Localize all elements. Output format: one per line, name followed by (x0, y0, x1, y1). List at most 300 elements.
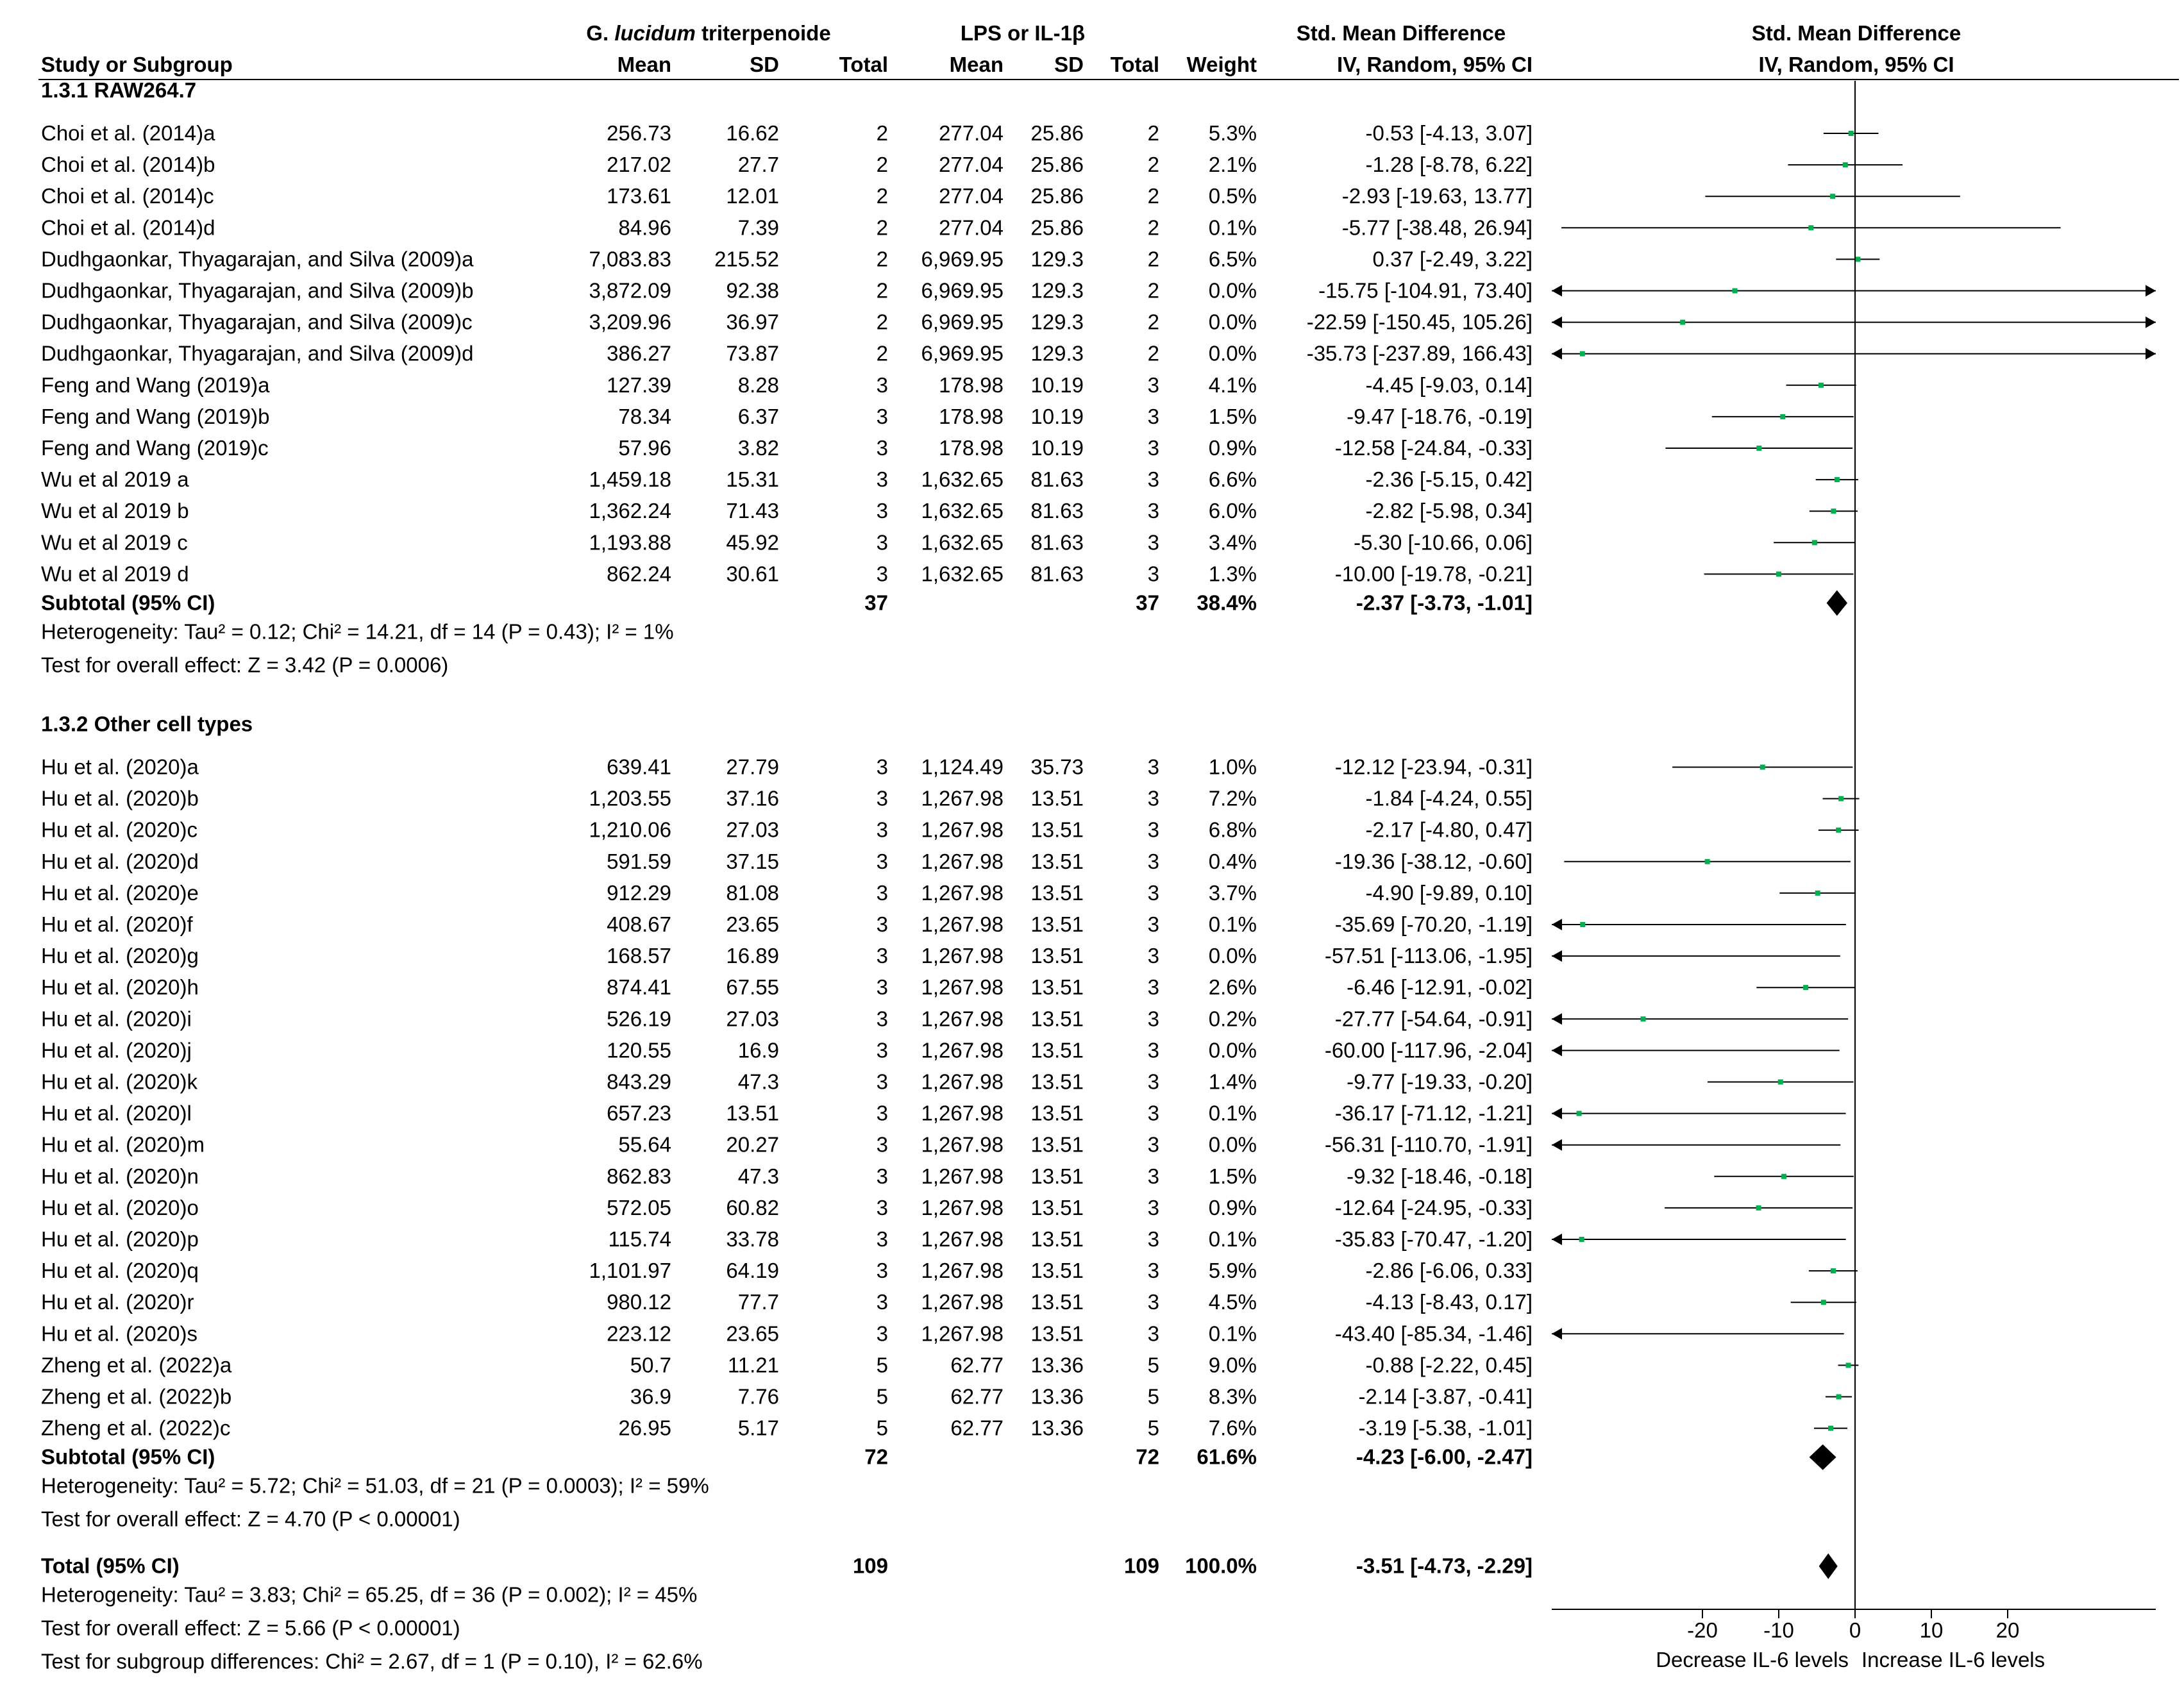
study-name: Wu et al 2019 c (41, 530, 188, 555)
x-tick-label: -20 (1687, 1618, 1718, 1642)
x-tick-label: 10 (1919, 1618, 1944, 1642)
cell-c-mean: 277.04 (939, 121, 1004, 145)
cell-e-sd: 71.43 (726, 499, 779, 523)
effect-point (1577, 1111, 1582, 1116)
cell-c-n: 3 (1147, 436, 1159, 460)
effect-point (1855, 256, 1860, 262)
cell-ci-text: -10.00 [-19.78, -0.21] (1334, 562, 1533, 586)
cell-ci-text: -36.17 [-71.12, -1.21] (1334, 1101, 1533, 1125)
cell-e-sd: 20.27 (726, 1132, 779, 1157)
effect-point (1733, 289, 1738, 294)
cell-e-sd: 8.28 (737, 373, 779, 397)
cell-c-sd: 13.51 (1030, 912, 1084, 936)
cell-c-n: 3 (1147, 880, 1159, 905)
cell-e-mean: 843.29 (607, 1069, 671, 1094)
cell-weight: 9.0% (1208, 1353, 1257, 1377)
cell-c-n: 3 (1147, 373, 1159, 397)
ci-arrow-right (2146, 348, 2156, 360)
cell-weight: 0.0% (1208, 1132, 1257, 1157)
cell-c-sd: 13.51 (1030, 880, 1084, 905)
cell-ci-text: -2.86 [-6.06, 0.33] (1365, 1259, 1533, 1283)
cell-c-mean: 1,267.98 (921, 786, 1004, 810)
header-smd-title: Std. Mean Difference (1296, 21, 1506, 45)
study-name: Hu et al. (2020)l (41, 1101, 192, 1125)
cell-c-n: 2 (1147, 247, 1159, 271)
cell-c-sd: 25.86 (1030, 121, 1084, 145)
cell-c-n: 3 (1147, 1290, 1159, 1314)
cell-e-n: 3 (876, 1069, 888, 1094)
effect-point (1579, 1237, 1584, 1242)
cell-e-mean: 55.64 (618, 1132, 671, 1157)
cell-e-mean: 84.96 (618, 215, 671, 240)
cell-c-mean: 6,969.95 (921, 310, 1004, 334)
cell-ci-text: -2.93 [-19.63, 13.77] (1341, 184, 1533, 208)
cell-ci-text: -35.83 [-70.47, -1.20] (1334, 1227, 1533, 1251)
cell-weight: 4.1% (1208, 373, 1257, 397)
cell-c-mean: 6,969.95 (921, 247, 1004, 271)
cell-c-mean: 62.77 (950, 1416, 1004, 1440)
effect-point (1756, 446, 1761, 451)
study-name: Hu et al. (2020)c (41, 817, 197, 842)
cell-e-n: 3 (876, 975, 888, 1000)
cell-weight: 0.1% (1208, 912, 1257, 936)
cell-c-sd: 13.36 (1030, 1416, 1084, 1440)
study-name: Hu et al. (2020)i (41, 1007, 192, 1031)
cell-e-sd: 5.17 (737, 1416, 779, 1440)
header-smd-method: IV, Random, 95% CI (1336, 53, 1533, 76)
cell-weight: 7.2% (1208, 786, 1257, 810)
effect-point (1836, 828, 1841, 833)
study-name: Hu et al. (2020)m (41, 1132, 205, 1157)
cell-c-mean: 1,267.98 (921, 880, 1004, 905)
cell-e-n: 2 (876, 184, 888, 208)
cell-c-mean: 1,267.98 (921, 1069, 1004, 1094)
cell-e-n: 3 (876, 373, 888, 397)
cell-ci-text: -3.19 [-5.38, -1.01] (1358, 1416, 1533, 1440)
cell-c-n: 3 (1147, 1259, 1159, 1283)
axis-label-left: Decrease IL-6 levels (1656, 1648, 1849, 1672)
cell-e-sd: 23.65 (726, 1321, 779, 1346)
cell-e-mean: 408.67 (607, 912, 671, 936)
effect-point (1838, 796, 1844, 801)
cell-ci-text: -27.77 [-54.64, -0.91] (1334, 1007, 1533, 1031)
cell-ci-text: -22.59 [-150.45, 105.26] (1306, 310, 1533, 334)
total-heterogeneity-text: Heterogeneity: Tau² = 3.83; Chi² = 65.25, df = 36 (P = 0.002); I² = 45% (41, 1582, 698, 1607)
total-weight: 100.0% (1185, 1554, 1257, 1578)
cell-c-mean: 1,267.98 (921, 1038, 1004, 1062)
cell-e-mean: 127.39 (607, 373, 671, 397)
cell-c-sd: 13.51 (1030, 1164, 1084, 1188)
x-tick-label: 0 (1849, 1618, 1861, 1642)
subtotal-label: Subtotal (95% CI) (41, 591, 215, 615)
cell-weight: 6.0% (1208, 499, 1257, 523)
effect-point (1821, 1300, 1826, 1305)
cell-c-mean: 1,267.98 (921, 1290, 1004, 1314)
cell-c-sd: 13.36 (1030, 1384, 1084, 1409)
table-row (41, 499, 1858, 523)
effect-point (1680, 320, 1685, 325)
cell-e-sd: 15.31 (726, 467, 779, 492)
header-ctrl-mean: Mean (949, 53, 1004, 76)
cell-weight: 0.1% (1208, 215, 1257, 240)
cell-weight: 6.8% (1208, 817, 1257, 842)
cell-e-sd: 7.39 (737, 215, 779, 240)
effect-point (1756, 1205, 1761, 1211)
table-row (41, 247, 1879, 271)
cell-weight: 4.5% (1208, 1290, 1257, 1314)
table-row (41, 1164, 1854, 1188)
cell-c-n: 2 (1147, 121, 1159, 145)
cell-c-sd: 13.51 (1030, 1290, 1084, 1314)
cell-c-mean: 1,632.65 (921, 467, 1004, 492)
cell-c-sd: 81.63 (1030, 562, 1084, 586)
cell-c-sd: 13.51 (1030, 786, 1084, 810)
cell-weight: 0.1% (1208, 1321, 1257, 1346)
study-name: Choi et al. (2014)a (41, 121, 215, 145)
study-name: Choi et al. (2014)c (41, 184, 214, 208)
subtotal-ci: -4.23 [-6.00, -2.47] (1356, 1445, 1533, 1469)
effect-point (1831, 508, 1836, 514)
cell-weight: 6.5% (1208, 247, 1257, 271)
cell-e-n: 3 (876, 912, 888, 936)
cell-e-n: 3 (876, 562, 888, 586)
cell-c-mean: 1,632.65 (921, 499, 1004, 523)
ci-arrow-right (2146, 285, 2156, 297)
table-row (41, 530, 1856, 554)
cell-e-mean: 657.23 (607, 1101, 671, 1125)
cell-e-sd: 77.7 (737, 1290, 779, 1314)
table-row (41, 184, 1960, 208)
cell-c-mean: 1,267.98 (921, 849, 1004, 873)
cell-c-sd: 81.63 (1030, 530, 1084, 555)
cell-e-mean: 386.27 (607, 341, 671, 365)
subtotal-ctrl-total: 72 (1136, 1445, 1159, 1469)
header-ctrl-sd: SD (1054, 53, 1084, 76)
cell-weight: 3.7% (1208, 880, 1257, 905)
cell-c-sd: 129.3 (1030, 341, 1084, 365)
cell-e-sd: 12.01 (726, 184, 779, 208)
cell-e-mean: 591.59 (607, 849, 671, 873)
cell-e-n: 3 (876, 817, 888, 842)
cell-e-mean: 526.19 (607, 1007, 671, 1031)
cell-ci-text: -5.77 [-38.48, 26.94] (1341, 215, 1533, 240)
cell-e-sd: 23.65 (726, 912, 779, 936)
cell-ci-text: -57.51 [-113.06, -1.95] (1324, 944, 1533, 968)
table-row (41, 1007, 1848, 1030)
cell-c-sd: 13.51 (1030, 1038, 1084, 1062)
cell-ci-text: -4.45 [-9.03, 0.14] (1365, 373, 1533, 397)
x-tick-label: 20 (1995, 1618, 2020, 1642)
table-row (41, 1133, 1840, 1157)
table-rows (41, 78, 2156, 1673)
overall-effect-text: Test for overall effect: Z = 3.42 (P = 0.0006) (41, 653, 449, 677)
cell-c-sd: 13.51 (1030, 1195, 1084, 1219)
cell-e-sd: 36.97 (726, 310, 779, 334)
cell-c-sd: 13.51 (1030, 1227, 1084, 1251)
cell-e-sd: 67.55 (726, 975, 779, 1000)
table-row (41, 755, 1852, 779)
study-name: Dudhgaonkar, Thyagarajan, and Silva (2009)c (41, 310, 473, 334)
cell-ci-text: -0.53 [-4.13, 3.07] (1365, 121, 1533, 145)
cell-c-sd: 129.3 (1030, 278, 1084, 303)
cell-c-sd: 13.51 (1030, 849, 1084, 873)
cell-c-mean: 1,267.98 (921, 1321, 1004, 1346)
study-name: Hu et al. (2020)b (41, 786, 199, 810)
cell-e-n: 3 (876, 944, 888, 968)
cell-e-sd: 215.52 (714, 247, 779, 271)
table-row (41, 153, 1903, 176)
cell-ci-text: -15.75 [-104.91, 73.40] (1318, 278, 1533, 303)
table-row (41, 342, 2156, 365)
ci-arrow-left (1552, 1234, 1562, 1245)
cell-c-sd: 10.19 (1030, 404, 1084, 428)
cell-c-n: 3 (1147, 975, 1159, 1000)
cell-e-mean: 223.12 (607, 1321, 671, 1346)
cell-ci-text: -9.47 [-18.76, -0.19] (1347, 404, 1533, 428)
cell-c-mean: 178.98 (939, 373, 1004, 397)
effect-point (1831, 1268, 1836, 1273)
ci-arrow-left (1552, 1044, 1562, 1056)
effect-point (1815, 891, 1820, 896)
ci-arrow-left (1552, 919, 1562, 930)
study-name: Zheng et al. (2022)a (41, 1353, 232, 1377)
total-exp-total: 109 (852, 1554, 888, 1578)
cell-e-sd: 16.62 (726, 121, 779, 145)
cell-e-n: 3 (876, 1321, 888, 1346)
cell-e-mean: 256.73 (607, 121, 671, 145)
cell-e-n: 3 (876, 404, 888, 428)
study-name: Hu et al. (2020)f (41, 912, 193, 936)
subtotal-ci: -2.37 [-3.73, -1.01] (1356, 591, 1533, 615)
cell-e-mean: 217.02 (607, 153, 671, 177)
cell-e-n: 3 (876, 849, 888, 873)
cell-c-mean: 1,267.98 (921, 1164, 1004, 1188)
effect-point (1781, 1174, 1786, 1179)
cell-c-mean: 1,267.98 (921, 944, 1004, 968)
cell-e-sd: 92.38 (726, 278, 779, 303)
cell-c-mean: 1,267.98 (921, 1227, 1004, 1251)
subgroup-title: 1.3.1 RAW264.7 (41, 78, 197, 102)
cell-e-sd: 47.3 (737, 1069, 779, 1094)
study-name: Feng and Wang (2019)b (41, 404, 270, 428)
cell-e-mean: 7,083.83 (589, 247, 671, 271)
cell-weight: 1.3% (1208, 562, 1257, 586)
cell-e-mean: 980.12 (607, 1290, 671, 1314)
cell-e-mean: 78.34 (618, 404, 671, 428)
cell-weight: 3.4% (1208, 530, 1257, 555)
effect-point (1580, 922, 1585, 927)
table-row (41, 881, 1856, 905)
cell-e-n: 3 (876, 1038, 888, 1062)
cell-e-n: 3 (876, 1195, 888, 1219)
cell-c-n: 3 (1147, 755, 1159, 779)
cell-e-mean: 1,203.55 (589, 786, 671, 810)
cell-c-mean: 1,267.98 (921, 1195, 1004, 1219)
cell-c-n: 3 (1147, 1101, 1159, 1125)
subtotal-row (41, 591, 1847, 616)
study-name: Hu et al. (2020)k (41, 1069, 197, 1094)
cell-weight: 0.0% (1208, 310, 1257, 334)
cell-c-n: 3 (1147, 1038, 1159, 1062)
table-row (41, 1321, 1844, 1345)
cell-e-n: 3 (876, 1132, 888, 1157)
cell-c-mean: 178.98 (939, 436, 1004, 460)
cell-c-sd: 13.51 (1030, 975, 1084, 1000)
cell-e-n: 3 (876, 880, 888, 905)
cell-c-n: 2 (1147, 278, 1159, 303)
header-exp-total: Total (839, 53, 888, 76)
cell-c-n: 3 (1147, 1069, 1159, 1094)
effect-point (1641, 1016, 1646, 1021)
subtotal-exp-total: 37 (864, 591, 888, 615)
effect-point (1808, 225, 1813, 230)
cell-weight: 5.9% (1208, 1259, 1257, 1283)
cell-weight: 0.9% (1208, 1195, 1257, 1219)
cell-weight: 0.4% (1208, 849, 1257, 873)
axis-label-right: Increase IL-6 levels (1861, 1648, 2045, 1672)
cell-ci-text: -5.30 [-10.66, 0.06] (1354, 530, 1533, 555)
cell-e-sd: 13.51 (726, 1101, 779, 1125)
cell-e-mean: 1,193.88 (589, 530, 671, 555)
cell-e-n: 2 (876, 341, 888, 365)
table-row (41, 1290, 1856, 1314)
cell-e-n: 3 (876, 436, 888, 460)
table-row (41, 818, 1859, 842)
cell-c-n: 3 (1147, 1132, 1159, 1157)
cell-e-mean: 173.61 (607, 184, 671, 208)
table-row (41, 944, 1840, 968)
cell-e-mean: 862.83 (607, 1164, 671, 1188)
cell-e-mean: 874.41 (607, 975, 671, 1000)
cell-e-n: 5 (876, 1384, 888, 1409)
cell-e-sd: 33.78 (726, 1227, 779, 1251)
cell-weight: 0.9% (1208, 436, 1257, 460)
cell-ci-text: -2.82 [-5.98, 0.34] (1365, 499, 1533, 523)
cell-e-mean: 120.55 (607, 1038, 671, 1062)
cell-c-mean: 62.77 (950, 1353, 1004, 1377)
cell-e-mean: 1,362.24 (589, 499, 671, 523)
cell-ci-text: -4.13 [-8.43, 0.17] (1365, 1290, 1533, 1314)
cell-ci-text: -2.14 [-3.87, -0.41] (1358, 1384, 1533, 1409)
cell-c-mean: 6,969.95 (921, 341, 1004, 365)
total-row (41, 1554, 1838, 1579)
cell-ci-text: -2.36 [-5.15, 0.42] (1365, 467, 1533, 492)
cell-e-n: 3 (876, 786, 888, 810)
cell-e-mean: 3,209.96 (589, 310, 671, 334)
cell-weight: 0.5% (1208, 184, 1257, 208)
cell-ci-text: -9.77 [-19.33, -0.20] (1347, 1069, 1533, 1094)
study-name: Hu et al. (2020)d (41, 849, 199, 873)
cell-weight: 0.1% (1208, 1227, 1257, 1251)
cell-ci-text: -35.69 [-70.20, -1.19] (1334, 912, 1533, 936)
effect-point (1760, 765, 1765, 770)
cell-ci-text: -1.28 [-8.78, 6.22] (1365, 153, 1533, 177)
effect-point (1780, 414, 1785, 419)
cell-e-mean: 1,101.97 (589, 1259, 671, 1283)
ci-arrow-left (1552, 317, 1562, 328)
cell-e-sd: 7.76 (737, 1384, 779, 1409)
cell-weight: 1.4% (1208, 1069, 1257, 1094)
table-row (41, 850, 1851, 873)
table-row (41, 373, 1856, 397)
total-ci: -3.51 [-4.73, -2.29] (1356, 1554, 1533, 1578)
table-row (41, 467, 1858, 491)
heterogeneity-text: Heterogeneity: Tau² = 0.12; Chi² = 14.21, df = 14 (P = 0.43); I² = 1% (41, 619, 674, 644)
study-name: Hu et al. (2020)s (41, 1321, 197, 1346)
cell-c-mean: 1,267.98 (921, 817, 1004, 842)
cell-e-n: 3 (876, 1290, 888, 1314)
cell-weight: 5.3% (1208, 121, 1257, 145)
effect-point (1846, 1362, 1851, 1368)
cell-c-sd: 10.19 (1030, 373, 1084, 397)
heterogeneity-text: Heterogeneity: Tau² = 5.72; Chi² = 51.03, df = 21 (P = 0.0003); I² = 59% (41, 1473, 709, 1498)
subgroup-title: 1.3.2 Other cell types (41, 712, 253, 736)
cell-e-mean: 912.29 (607, 880, 671, 905)
study-name: Hu et al. (2020)a (41, 755, 199, 779)
cell-c-sd: 13.36 (1030, 1353, 1084, 1377)
cell-c-sd: 25.86 (1030, 215, 1084, 240)
table-row (41, 1102, 1846, 1125)
table-row (41, 912, 1846, 936)
cell-c-n: 3 (1147, 944, 1159, 968)
cell-c-n: 2 (1147, 341, 1159, 365)
total-notes (41, 1583, 703, 1673)
ci-arrow-left (1552, 285, 1562, 297)
table-row (41, 1353, 1858, 1377)
x-tick-label: -10 (1763, 1618, 1794, 1642)
subgroup-1 (41, 78, 2156, 677)
cell-ci-text: -12.64 [-24.95, -0.33] (1334, 1195, 1533, 1219)
study-name: Hu et al. (2020)o (41, 1195, 199, 1219)
cell-e-n: 5 (876, 1353, 888, 1377)
study-name: Zheng et al. (2022)c (41, 1416, 231, 1440)
overall-effect-text: Test for overall effect: Z = 4.70 (P < 0.00001) (41, 1507, 460, 1531)
cell-ci-text: 0.37 [-2.49, 3.22] (1372, 247, 1533, 271)
cell-c-n: 3 (1147, 786, 1159, 810)
subtotal-row (41, 1445, 1836, 1470)
effect-point (1849, 131, 1854, 136)
subgroup-2 (41, 712, 1860, 1531)
cell-e-n: 3 (876, 1259, 888, 1283)
ci-arrow-right (2146, 317, 2156, 328)
effect-point (1828, 1426, 1833, 1431)
table-row (41, 1038, 1840, 1062)
cell-c-mean: 277.04 (939, 153, 1004, 177)
cell-e-sd: 37.16 (726, 786, 779, 810)
subtotal-weight: 61.6% (1197, 1445, 1257, 1469)
cell-c-n: 2 (1147, 153, 1159, 177)
study-name: Zheng et al. (2022)b (41, 1384, 232, 1409)
header-plot-method: IV, Random, 95% CI (1758, 53, 1954, 76)
total-overall-effect-text: Test for overall effect: Z = 5.66 (P < 0.00001) (41, 1616, 460, 1640)
cell-e-sd: 64.19 (726, 1259, 779, 1283)
cell-c-mean: 1,267.98 (921, 1007, 1004, 1031)
cell-e-sd: 30.61 (726, 562, 779, 586)
cell-e-mean: 1,459.18 (589, 467, 671, 492)
study-name: Dudhgaonkar, Thyagarajan, and Silva (2009)d (41, 341, 474, 365)
header-ctrl-group: LPS or IL-1β (960, 21, 1086, 45)
subtotal-diamond (1827, 591, 1847, 616)
cell-ci-text: -56.31 [-110.70, -1.91] (1324, 1132, 1533, 1157)
effect-point (1580, 351, 1585, 356)
cell-c-mean: 1,632.65 (921, 530, 1004, 555)
cell-ci-text: -9.32 [-18.46, -0.18] (1347, 1164, 1533, 1188)
cell-c-n: 3 (1147, 404, 1159, 428)
cell-e-sd: 11.21 (727, 1353, 779, 1377)
cell-e-sd: 27.03 (726, 1007, 779, 1031)
header-exp-sd: SD (750, 53, 779, 76)
study-name: Dudhgaonkar, Thyagarajan, and Silva (2009)a (41, 247, 474, 271)
